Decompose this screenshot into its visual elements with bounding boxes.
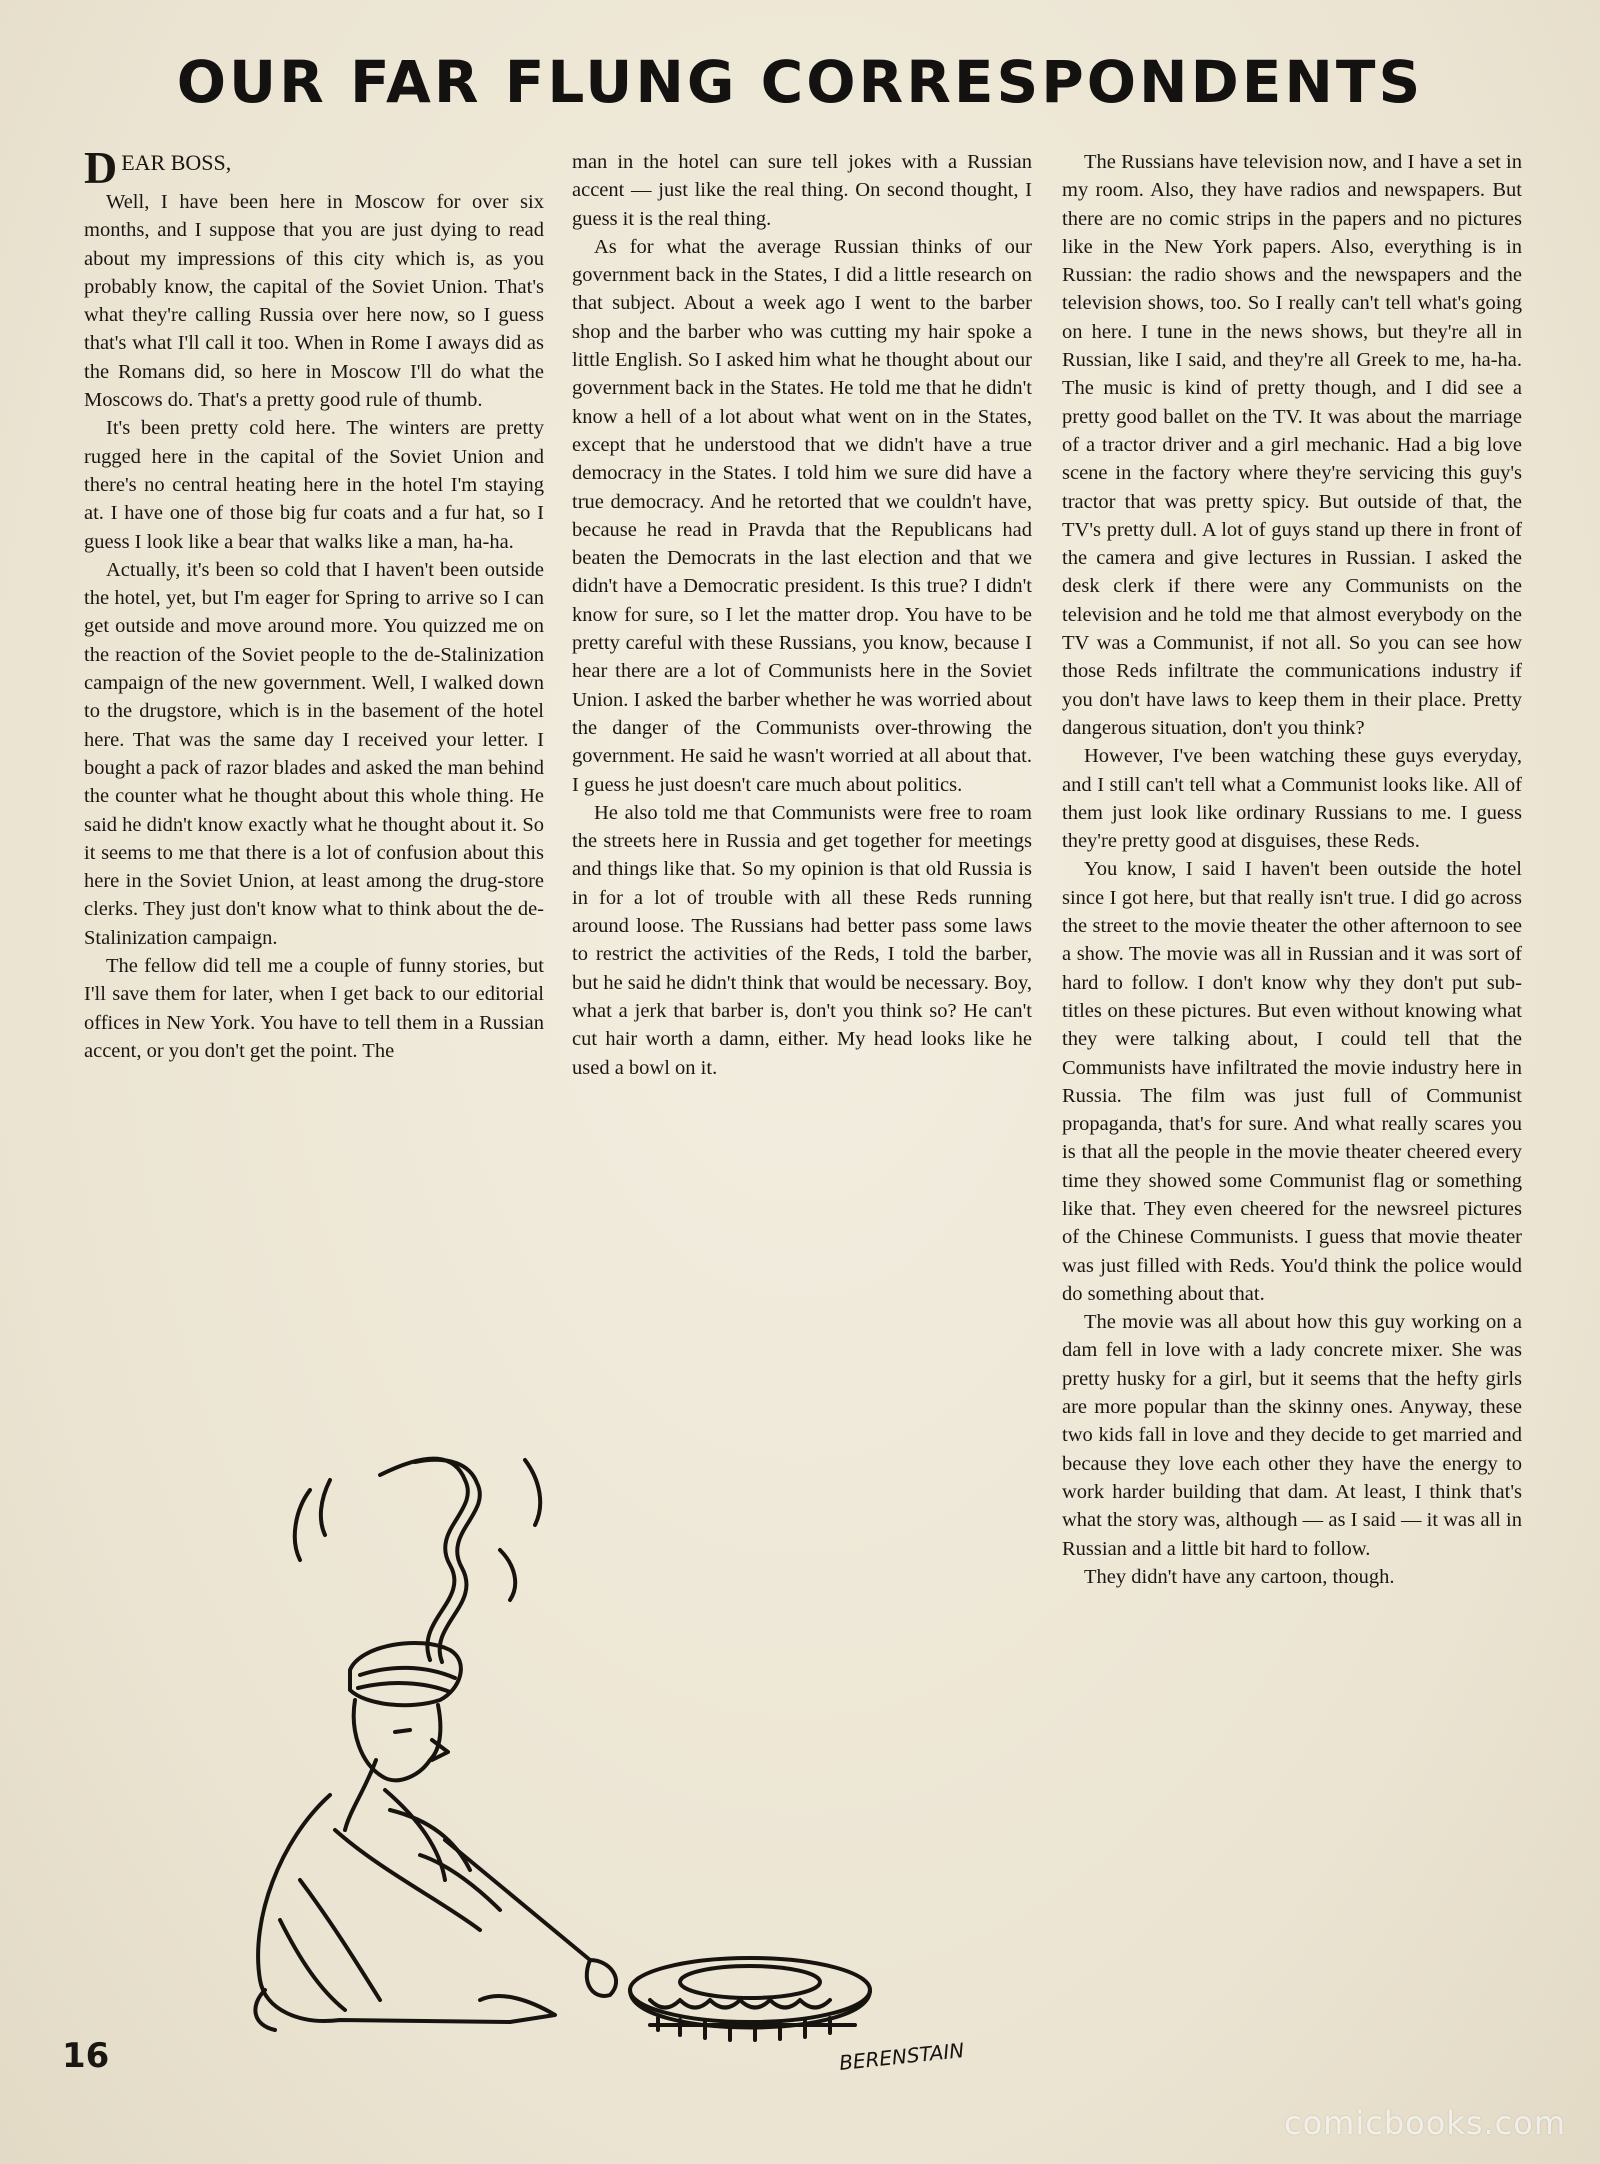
text-column-1 (84, 142, 544, 1065)
page-number: 16 (62, 2036, 110, 2076)
site-watermark: comicbooks.com (1283, 2104, 1566, 2142)
salutation (84, 142, 544, 193)
paragraph: Well, I have been here in Moscow for over six months, and I suppose that you are just dying to read about my impressions of this city which is, as you probably know, the capital of the Soviet Union. That's what they're calling Russia over here now, so I guess that's what I'll call it too. When in Rome I aways did as the Romans did, so here in Moscow I'll do what the Moscows do. That's a pretty good rule of thumb. (84, 191, 544, 412)
paragraph: Actually, it's been so cold that I haven't been outside the hotel, yet, but I'm eager for Spring to arrive so I can get outside and move around more. You quizzed me on the reaction of the Soviet people to the de-Stalinization campaign of the new government. Well, I walked down to the drugstore, which is in the basement of the hotel here. That was the same day I received your letter. I bought a pack of razor blades and asked the man behind the counter what he thought about this whole thing. He said he didn't know exactly what he thought about it. So it seems to me that there is a lot of confusion about this here in the Soviet Union, at least among the drug-store clerks. They just don't know what to think about the de-Stalinization campaign. (84, 558, 544, 949)
rising-rope-icon (380, 1459, 468, 1660)
paragraph: They didn't have any cartoon, though. (1084, 1565, 1395, 1588)
paragraph: It's been pretty cold here. The winters are pretty rugged here in the capital of the Soviet Union and there's no central heating here in the hotel I'm staying at. I have one of those big fur coats and a fur hat, so I guess I look like a bear that walks like a man, ha-ha. (84, 417, 544, 553)
text-column-3 (1062, 148, 1522, 1591)
page-title: OUR FAR FLUNG CORRESPONDENTS (176, 48, 1424, 116)
charmer-face-icon (354, 1700, 441, 1780)
drop-cap: D (84, 142, 118, 193)
snake-basket-icon (630, 1958, 870, 2040)
artist-signature: BERENSTAIN (838, 2037, 966, 2075)
charmer-body-icon (258, 1795, 510, 2022)
paragraph: As for what the average Russian thinks of our government back in the States, I did a little research on that subject. About a week ago I went to the barber shop and the barber who was cutting my hair spoke a little English. So I asked him what he thought about our government back in the States. He told me that he didn't know a hell of a lot about what went on in the States, except that he understood that we didn't have a true democracy in the States. I told him we sure did have a true democracy. And he retorted that we couldn't have, because he read in Pravda that the Republicans had beaten the Democrats in the last election and that we didn't have a Democratic president. Is this true? I didn't know for sure, so I let the matter drop. You have to be pretty careful with these Russians, you know, because I hear there are a lot of Communists here in the Soviet Union. I asked the barber whether he was worried about the danger of the Communists over-throwing the government. He said he wasn't worried at all about that. I guess he just doesn't care much about politics. (572, 235, 1032, 796)
paragraph: You know, I said I haven't been outside the hotel since I got here, but that really isn't true. I did go across the street to the movie theater the other afternoon to see a show. The movie was all in Russian and it was sort of hard to follow. I don't know why they don't put sub-titles on these pictures. But even without knowing what they were talking about, I could tell that the Communists have infiltrated the movie industry here in Russia. The film was just full of Communist propaganda, that's for sure. And what really scares you is that all the people in the movie theater cheered every time they showed some Communist flag or something like that. They even cheered for the newsreel pictures of the Chinese Communists. I guess that movie theater was just filled with Reds. You'd think the police would do something about that. (1062, 858, 1522, 1305)
snake-charmer-illustration (180, 1400, 1040, 2080)
paragraph: He also told me that Communists were free to roam the streets here in Russia and get together for meetings and things like that. So my opinion is that old Russia is in for a lot of trouble with all these Reds running around loose. The Russians had better pass some laws to restrict the activities of the Reds, I told the barber, but he said he didn't think that would be necessary. Boy, what a jerk that barber is, don't you think so? He can't cut hair worth a damn, either. My head looks like he used a bowl on it. (572, 801, 1032, 1079)
text-column-2 (572, 148, 1032, 1082)
paragraph: The fellow did tell me a couple of funny stories, but I'll save them for later, when I get back to our editorial offices in New York. You have to tell them in a Russian accent, or you don't get the point. The (84, 955, 544, 1062)
paragraph: man in the hotel can sure tell jokes with a Russian accent — just like the real thing. On second thought, I guess it is the real thing. (572, 151, 1032, 230)
paragraph: The Russians have television now, and I have a set in my room. Also, they have radios and newspapers. But there are no comic strips in the papers and no pictures like in the New York papers. Also, everything is in Russian: the radio shows and the newspapers and the television shows, too. So I really can't tell what's going on here. I tune in the news shows, but they're all in Russian, like I said, and they're all Greek to me, ha-ha. The music is kind of pretty though, and I did see a pretty good ballet on the TV. It was about the marriage of a tractor driver and a girl mechanic. Had a big love scene in the factory where they're servicing this guy's tractor that was pretty spicy. But outside of that, the TV's pretty dull. A lot of guys stand up there in front of the camera and give lectures in Russian. I asked the desk clerk if there were any Communists on the television and he told me that almost everybody on the TV was a Communist, if not all. So you can see how those Reds infiltrate the communications industry if you don't have laws to keep them in their place. Pretty dangerous situation, don't you think? (1062, 151, 1522, 739)
flute-icon (445, 1840, 590, 1960)
paragraph: The movie was all about how this guy working on a dam fell in love with a lady concrete mixer. She was pretty husky for a girl, but it seems that the hefty girls are more popular than the skinny ones. Anyway, these two kids fall in love and they decide to get married and because they love each other they have the energy to work harder building that dam. At least, I think that's what the story was, although — as I said — it was all in Russian and a little bit hard to follow. (1062, 1311, 1522, 1560)
salutation-text: EAR BOSS, (121, 150, 232, 175)
paragraph: However, I've been watching these guys everyday, and I still can't tell what a Communist looks like. All of them just look like ordinary Russians to me. I guess they're pretty good at disguises, these Reds. (1062, 745, 1522, 853)
